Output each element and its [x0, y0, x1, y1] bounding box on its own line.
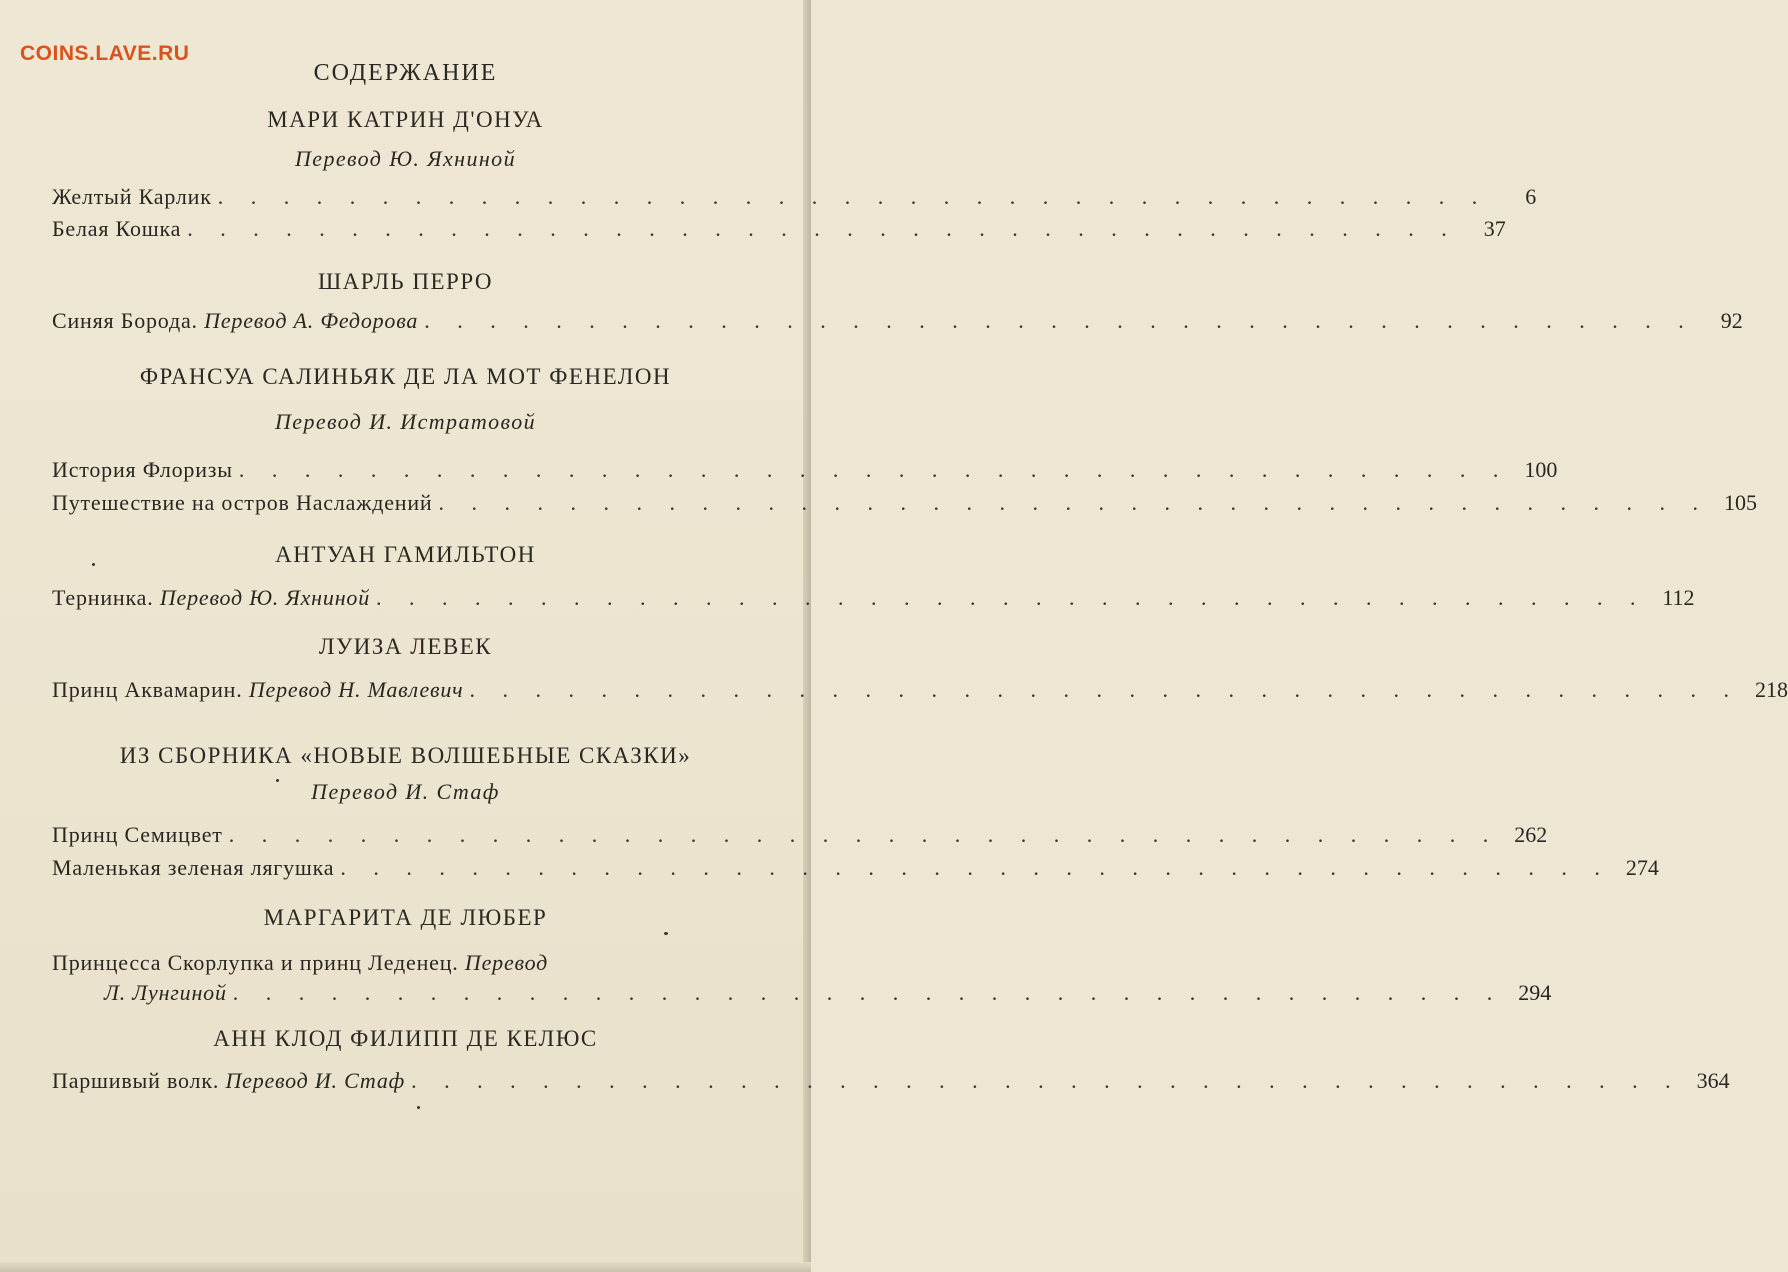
toc-entry[interactable]: [52, 1068, 1730, 1098]
page-number: 218: [1754, 677, 1788, 702]
section-translator: Перевод И. Истратовой: [275, 409, 536, 434]
entry-title: Синяя Борода.: [52, 308, 198, 333]
section-author: ЛУИЗА ЛЕВЕК: [318, 634, 493, 659]
toc-entry[interactable]: [52, 822, 1548, 852]
dot-leader: . . . . . . . . . . . . . . . . . . . . . . . . . . . . . . . . . . . . . . .: [438, 490, 1709, 515]
entry-translation: Перевод А. Федорова: [204, 308, 419, 333]
page-number: 112: [1662, 585, 1695, 610]
dot-leader: . . . . . . . . . . . . . . . . . . . . . . . . . . . . . . . . . . . . . . .: [469, 677, 1740, 702]
entry-title: Путешествие на остров Наслаждений: [52, 490, 433, 515]
toc-entry-line1[interactable]: [52, 950, 732, 980]
dot-leader: . . . . . . . . . . . . . . . . . . . . . . . . . . . . . . . . . . . . . . .: [217, 184, 1489, 209]
toc-entry[interactable]: [52, 308, 1743, 338]
entry-translation: Перевод Н. Мавлевич: [248, 677, 464, 702]
section-author: ИЗ СБОРНИКА «НОВЫЕ ВОЛШЕБНЫЕ СКАЗКИ»: [119, 743, 692, 768]
entry-title: Маленькая зеленая лягушка: [52, 855, 335, 880]
entry-title: Принц Семицвет: [52, 822, 223, 847]
page-number: 37: [1483, 216, 1506, 241]
toc-entry[interactable]: [52, 677, 1788, 707]
entry-title: Принц Аквамарин.: [52, 677, 243, 702]
toc-entry[interactable]: [52, 184, 1537, 214]
page-number: 274: [1625, 855, 1659, 880]
toc-entry[interactable]: [52, 457, 1558, 487]
section-author: МАРГАРИТА ДЕ ЛЮБЕР: [263, 905, 548, 930]
section-translator: Перевод Ю. Яхниной: [295, 146, 516, 171]
section-author: ФРАНСУА САЛИНЬЯК ДЕ ЛА МОТ ФЕНЕЛОН: [139, 364, 672, 389]
ink-speck: [417, 1106, 420, 1109]
entry-translation: Перевод Ю. Яхниной: [159, 585, 371, 610]
entry-translation: Перевод И. Стаф: [225, 1068, 406, 1093]
toc-entry[interactable]: [52, 216, 1506, 246]
section-author: АНТУАН ГАМИЛЬТОН: [275, 542, 536, 567]
page-number: 92: [1720, 308, 1743, 333]
dot-leader: . . . . . . . . . . . . . . . . . . . . . . . . . . . . . . . . . . . . . . .: [187, 216, 1458, 241]
entry-title: Белая Кошка: [52, 216, 182, 241]
page-number: 364: [1696, 1068, 1730, 1093]
contents-title: СОДЕРЖАНИЕ: [313, 60, 498, 86]
watermark: COINS.LAVE.RU: [20, 42, 190, 65]
dot-leader: . . . . . . . . . . . . . . . . . . . . . . . . . . . . . . . . . . . . . . .: [238, 457, 1510, 482]
page-number: 294: [1518, 980, 1552, 1005]
toc-entry[interactable]: [52, 585, 1695, 615]
toc-entry[interactable]: [52, 490, 1757, 520]
entry-title: История Флоризы: [52, 457, 233, 482]
section-author: ШАРЛЬ ПЕРРО: [317, 269, 494, 294]
dot-leader: . . . . . . . . . . . . . . . . . . . . . . . . . . . . . . . . . . . . . . .: [424, 308, 1695, 333]
entry-title: Принцесса Скорлупка и принц Леденец.: [52, 950, 459, 975]
ink-speck: [664, 932, 668, 935]
entry-title: Паршивый волк.: [52, 1068, 220, 1093]
section-author: МАРИ КАТРИН Д'ОНУА: [267, 107, 544, 132]
toc-entry[interactable]: [52, 855, 1659, 885]
dot-leader: . . . . . . . . . . . . . . . . . . . . . . . . . . . . . . . . . . . . . . .: [340, 855, 1611, 880]
entry-translation: Л. Лунгиной: [104, 980, 227, 1005]
page-number: 105: [1723, 490, 1757, 515]
entry-translation: Перевод: [464, 950, 549, 975]
entry-title: Тернинка.: [52, 585, 154, 610]
page-number: 100: [1524, 457, 1558, 482]
section-translator: Перевод И. Стаф: [311, 779, 500, 804]
section-author: АНН КЛОД ФИЛИПП ДЕ КЕЛЮС: [213, 1026, 598, 1051]
dot-leader: . . . . . . . . . . . . . . . . . . . . . . . . . . . . . . . . . . . . . . .: [411, 1068, 1682, 1093]
toc-entry[interactable]: [104, 980, 1552, 1010]
page-number: 6: [1525, 184, 1537, 209]
dot-leader: . . . . . . . . . . . . . . . . . . . . . . . . . . . . . . . . . . . . . . .: [232, 980, 1504, 1005]
page-number: 262: [1514, 822, 1548, 847]
entry-title: Желтый Карлик: [52, 184, 212, 209]
dot-leader: . . . . . . . . . . . . . . . . . . . . . . . . . . . . . . . . . . . . . . .: [376, 585, 1647, 610]
page-bottom-edge: [0, 1262, 811, 1272]
dot-leader: . . . . . . . . . . . . . . . . . . . . . . . . . . . . . . . . . . . . . . .: [228, 822, 1500, 847]
